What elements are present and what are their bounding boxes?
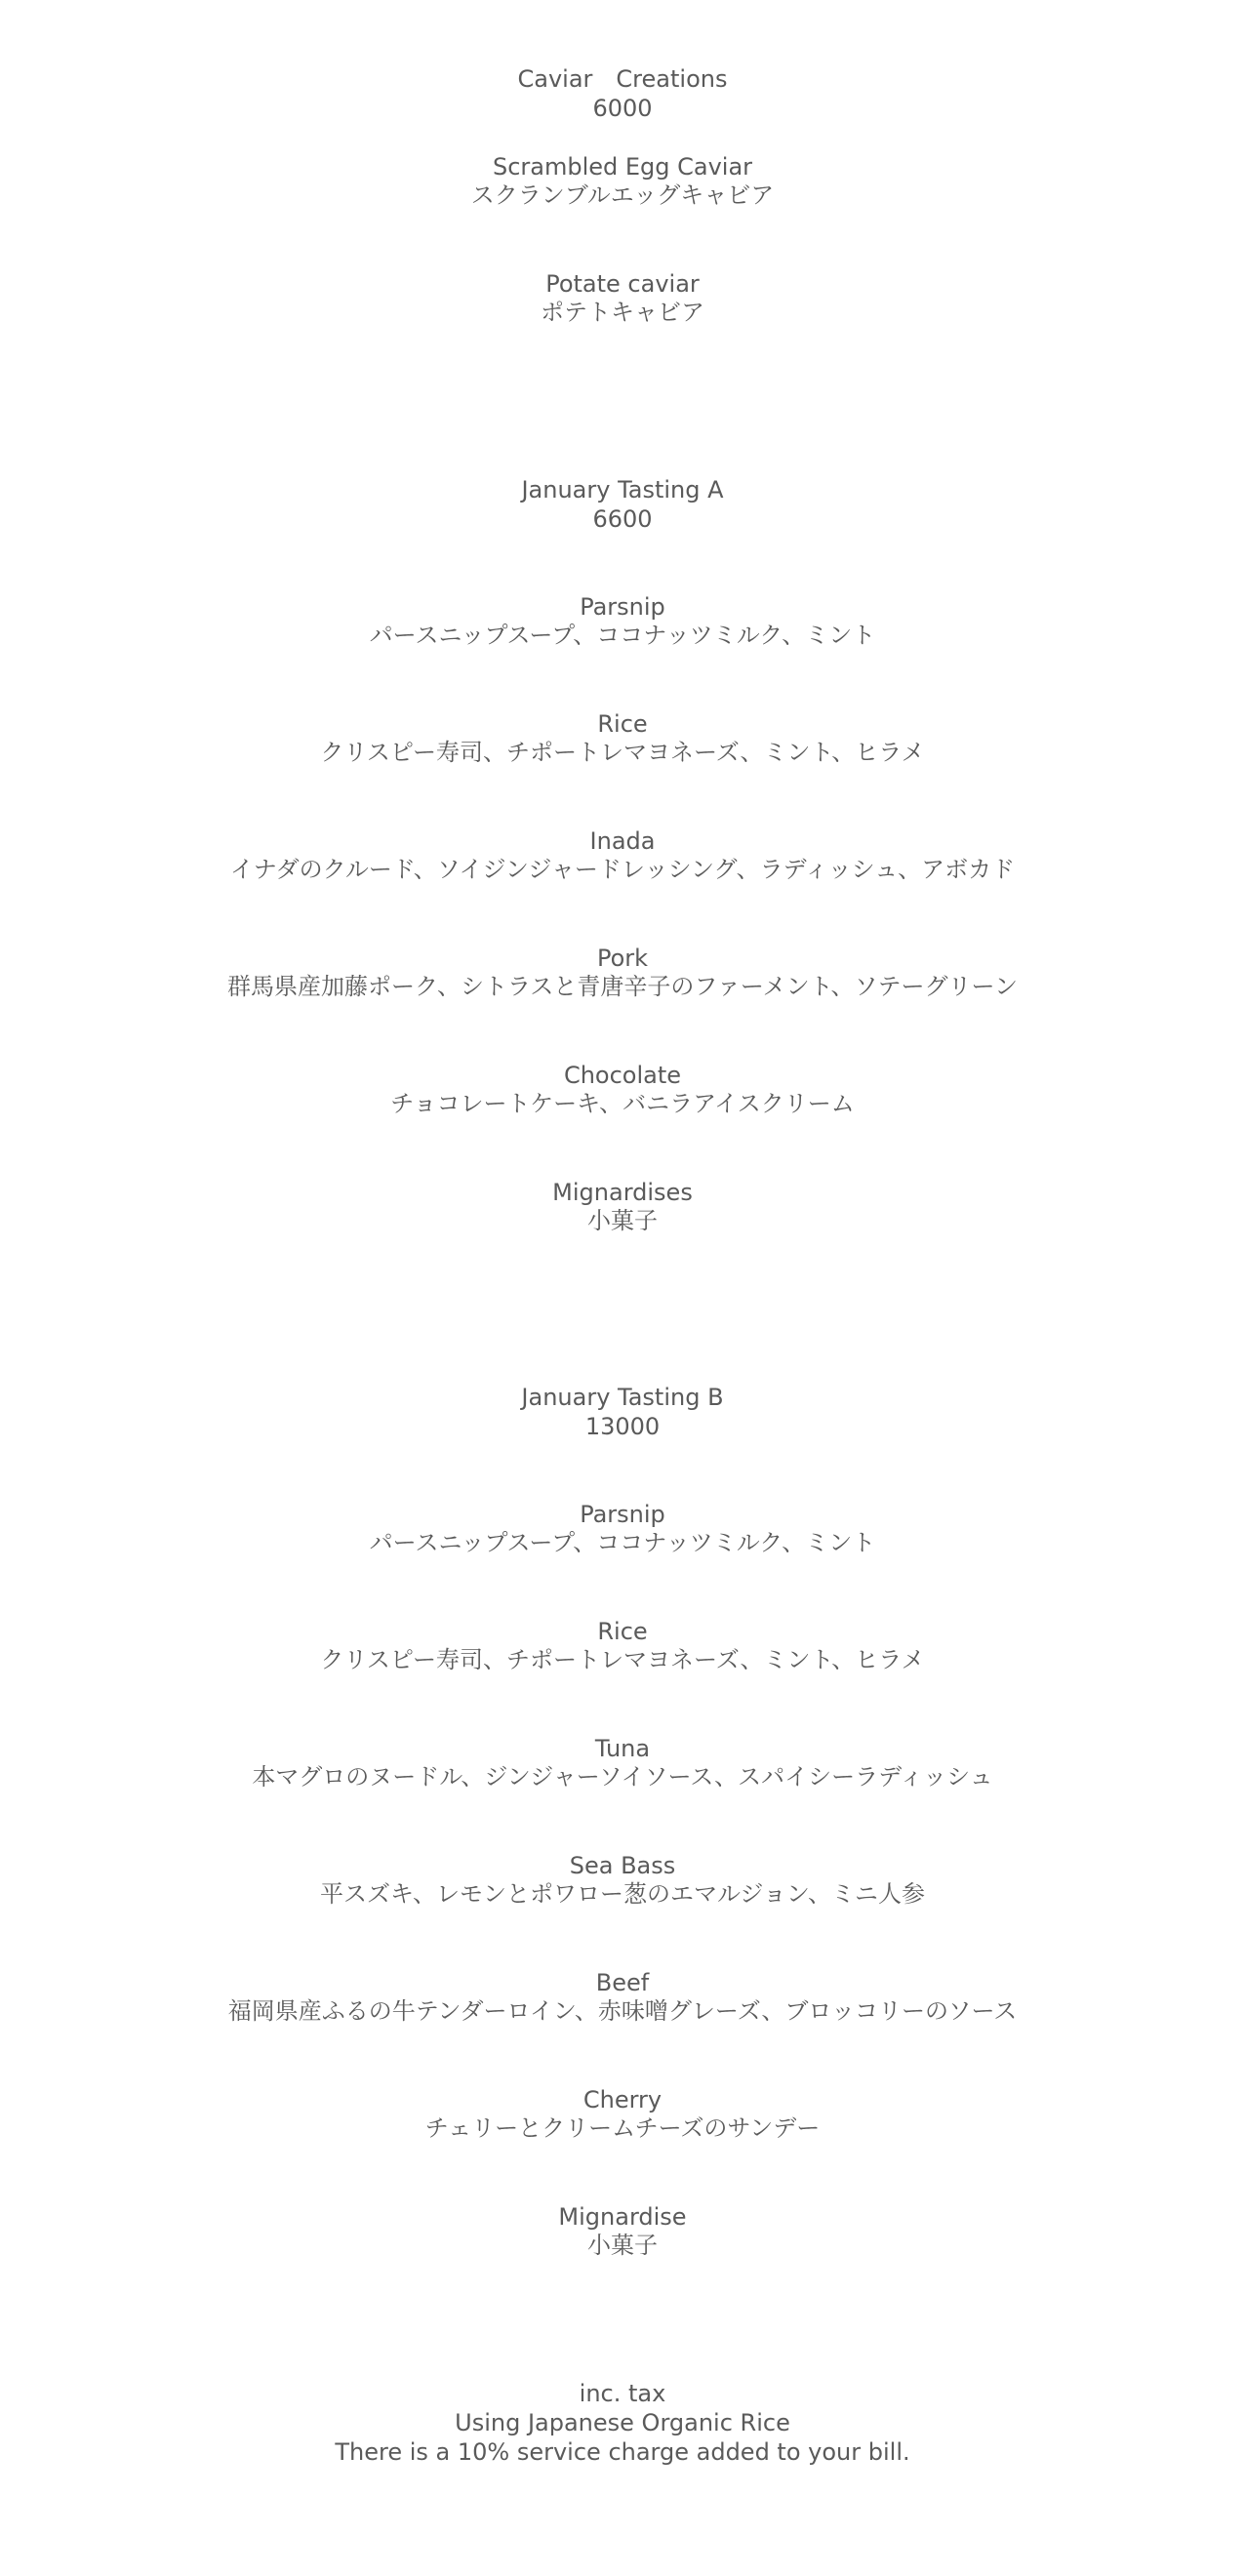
tasting-b-price: 13000 [584, 1413, 661, 1440]
menu-item-name: Pork [596, 945, 649, 972]
menu-item-description: ポテトキャビア [541, 299, 704, 326]
menu-item-name: Mignardise [558, 2203, 687, 2231]
menu-item-name: Parsnip [580, 593, 665, 621]
menu-item-description: 小菓子 [587, 2232, 658, 2259]
menu-item-description: チェリーとクリームチーズのサンデー [424, 2114, 821, 2142]
menu-item-description: クリスピー寿司、チポートレマヨネーズ、ミント、ヒラメ [320, 739, 925, 766]
tasting-a-price: 6600 [592, 505, 653, 533]
menu-item-name: Rice [597, 1618, 648, 1645]
menu-item-name: Inada [589, 827, 656, 855]
tax-note: inc. tax [579, 2380, 666, 2407]
menu-item-name: Cherry [582, 2086, 663, 2113]
menu-item-description: クリスピー寿司、チポートレマヨネーズ、ミント、ヒラメ [320, 1646, 925, 1673]
menu-item-description: 群馬県産加藤ポーク、シトラスと青唐辛子のファーメント、ソテーグリーン [227, 973, 1018, 1000]
menu-item-description: 平スズキ、レモンとポワロー葱のエマルジョン、ミニ人参 [319, 1880, 926, 1908]
tasting-a-title: January Tasting A [521, 476, 724, 503]
menu-item-name: Potate caviar [545, 270, 700, 298]
menu-item-name: Beef [595, 1969, 650, 1996]
menu-item-description: パースニップスープ、ココナッツミルク、ミント [369, 622, 876, 649]
menu-item-name: Chocolate [563, 1062, 682, 1089]
tasting-b-title: January Tasting B [521, 1384, 724, 1411]
menu-item-name: Sea Bass [569, 1852, 676, 1879]
menu-item-name: Scrambled Egg Caviar [492, 153, 753, 181]
service-charge-note: There is a 10% service charge added to your bill. [335, 2438, 910, 2466]
menu-item-description: チョコレートケーキ、バニラアイスクリーム [390, 1090, 855, 1117]
menu-item-description: 福岡県産ふるの牛テンダーロイン、赤味噌グレーズ、ブロッコリーのソース [227, 1997, 1018, 2025]
menu-item-name: Mignardises [552, 1179, 693, 1206]
menu-item-description: スクランブルエッグキャビア [470, 181, 775, 209]
menu-item-name: Parsnip [580, 1501, 665, 1528]
menu-item-name: Tuna [594, 1735, 651, 1762]
rice-note: Using Japanese Organic Rice [455, 2409, 790, 2436]
caviar-section-price: 6000 [592, 95, 653, 122]
menu-item-description: 本マグロのヌードル、ジンジャーソイソース、スパイシーラディッシュ [252, 1763, 993, 1791]
caviar-section-title: Caviar Creations [517, 65, 728, 93]
menu-item-description: パースニップスープ、ココナッツミルク、ミント [369, 1529, 876, 1556]
menu-item-description: イナダのクルード、ソイジンジャードレッシング、ラディッシュ、アボカド [229, 856, 1016, 883]
menu-item-name: Rice [597, 710, 648, 738]
menu-item-description: 小菓子 [587, 1207, 658, 1234]
